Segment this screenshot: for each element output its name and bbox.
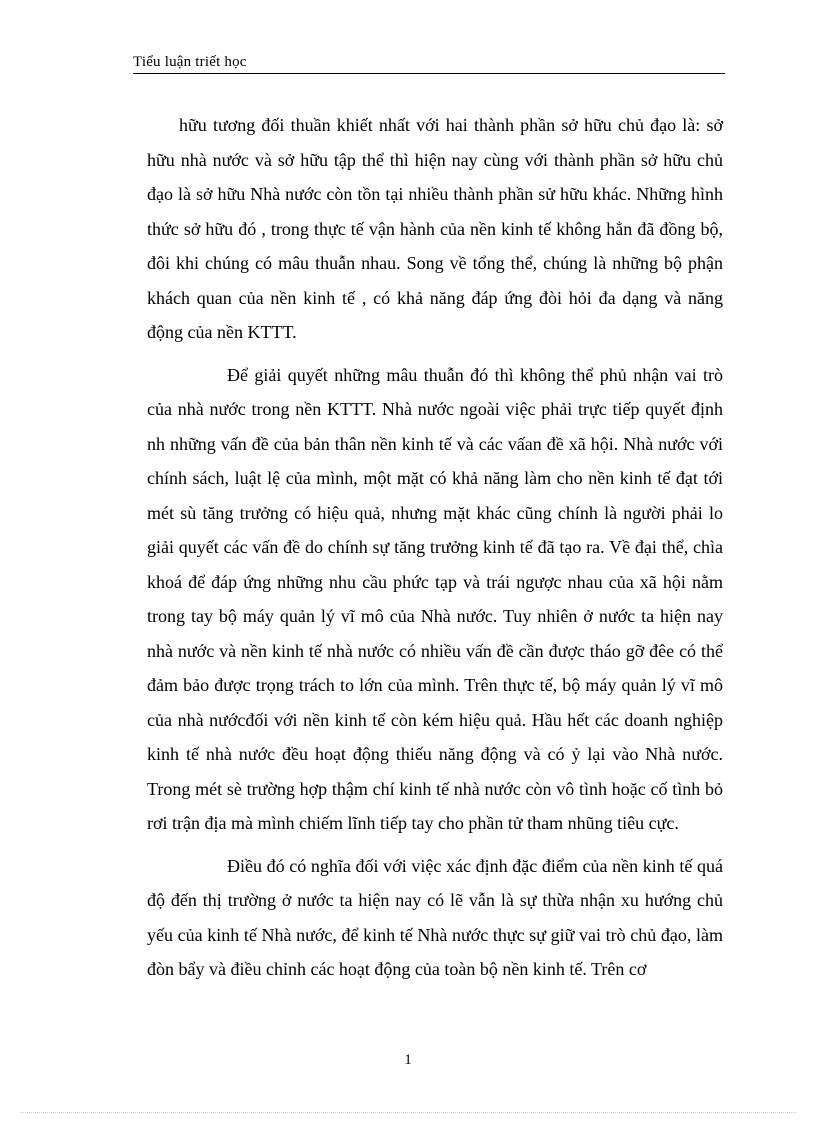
page-header <box>133 53 725 74</box>
paragraph: Điều đó có nghĩa đối với việc xác định đặc điểm của nền kinh tế quá độ đến thị trường ở nước ta hiện nay có lẽ vẫn là sự thừa nhận xu hướng chủ yếu của kinh tế Nhà nước, để kinh tế Nhà nước thực sự giữ vai trò chủ đạo, làm đòn bẩy và điều chỉnh các hoạt động của toàn bộ nền kinh tế. Trên cơ <box>147 855 723 979</box>
header-title: Tiểu luận triết học <box>133 54 247 70</box>
document-body <box>147 108 723 987</box>
page-bottom-border <box>20 1112 796 1113</box>
paragraph: hữu tương đối thuần khiết nhất với hai thành phần sở hữu chủ đạo là: sở hữu nhà nước và sở hữu tập thể thì hiện nay cùng với thành phần sở hữu chủ đạo là sở hữu Nhà nước còn tồn tại nhiều thành phần sử hữu khác. Những hình thức sở hữu đó , trong thực tế vận hành của nền kinh tế không hẳn đã đồng bộ, đôi khi chúng có mâu thuẫn nhau. Song về tổng thể, chúng là những bộ phận khách quan của nền kinh tế , có khả năng đáp ứng đòi hỏi đa dạng và năng động của nền KTTT. <box>147 115 723 342</box>
paragraph: Để giải quyết những mâu thuẫn đó thì không thể phủ nhận vai trò của nhà nước trong nền KTTT. Nhà nước ngoài việc phải trực tiếp quyết định nh những vấn đề của bản thân nền kinh tế và các vấan đề xã hội. Nhà nước với chính sách, luật lệ của mình, một mặt có khả năng làm cho nền kinh tế đạt tới mét sù tăng trưởng có hiệu quả, nhưng mặt khác cũng chính là người phải lo giải quyết các vấn đề do chính sự tăng trưởng kinh tế đã tạo ra. Về đại thể, chìa khoá để đáp ứng những nhu cầu phức tạp và trái ngược nhau của xã hội nằm trong tay bộ máy quản lý vĩ mô của Nhà nước. Tuy nhiên ở nước ta hiện nay nhà nước và nền kinh tế nhà nước có nhiều vấn đề cần được tháo gỡ đêe có thể đảm bảo được trọng trách to lớn của mình. Trên thực tế, bộ máy quản lý vĩ mô của nhà nướcđối với nền kinh tế còn kém hiệu quả. Hầu hết các doanh nghiệp kinh tế nhà nước đều hoạt động thiếu năng động và có ỷ lại vào Nhà nước. Trong mét sè trường hợp thậm chí kinh tế nhà nước còn vô tình hoặc cố tình bỏ rơi trận địa mà mình chiếm lĩnh tiếp tay cho phần tử tham nhũng tiêu cực. <box>147 364 723 833</box>
page-number: 1 <box>404 1052 412 1068</box>
